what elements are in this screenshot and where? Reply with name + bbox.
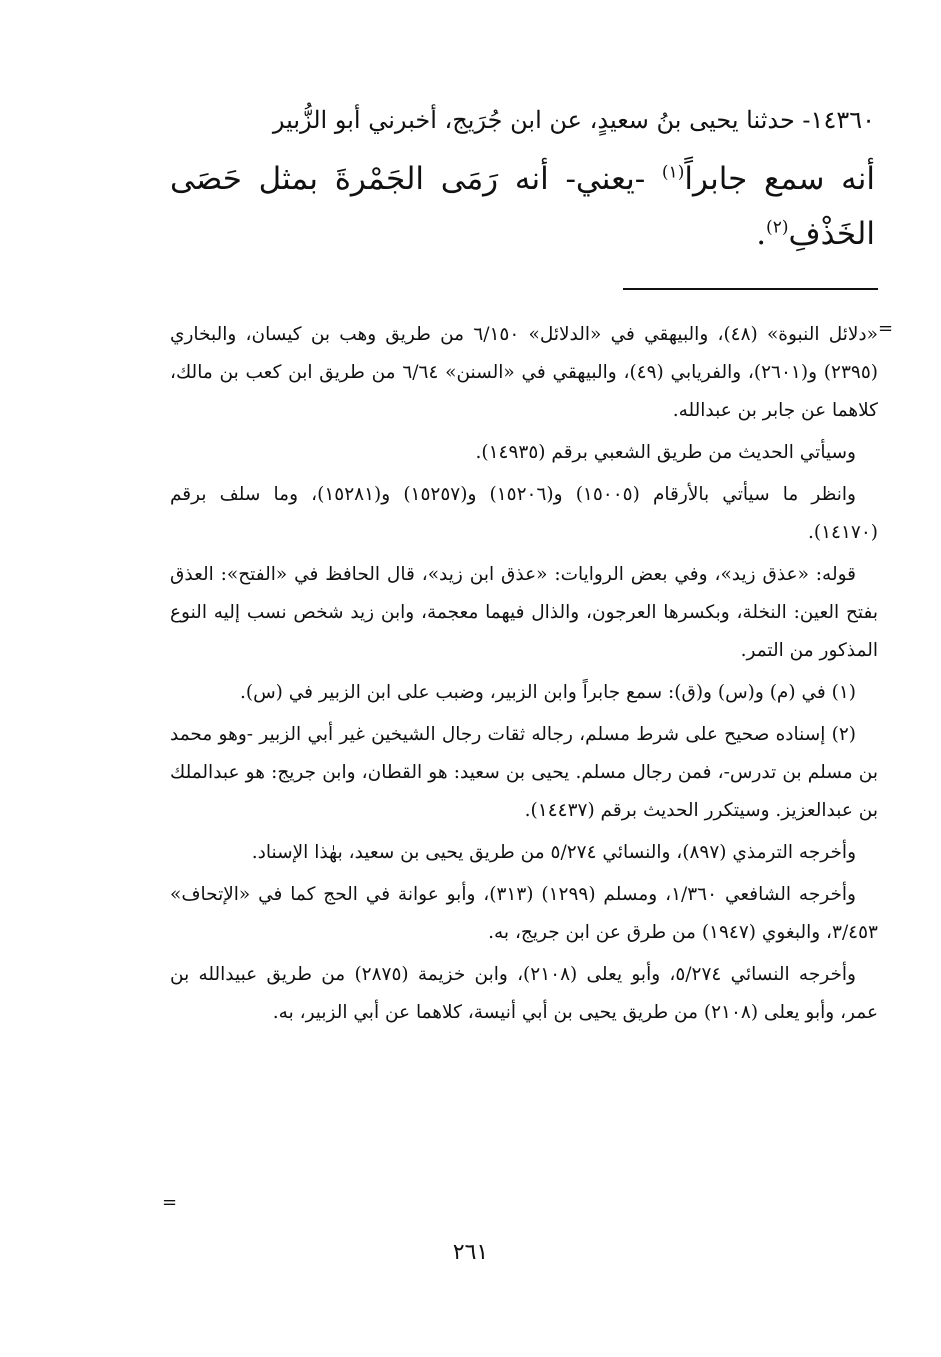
hadith-text-a: أنه سمع جابراً: [684, 161, 875, 197]
footnote-paragraph: وانظر ما سيأتي بالأرقام (١٥٠٠٥) و(١٥٢٠٦) و(١٥٢٥٧) و(١٥٢٨١)، وما سلف برقم (١٤١٧٠).: [170, 484, 878, 543]
footnote-paragraph: وأخرجه الشافعي ١/٣٦٠، ومسلم (١٢٩٩) (٣١٣)، وأبو عوانة في الحج كما في «الإتحاف» ٣/٤٥٣، والبغوي (١٩٤٧) من طرق عن ابن جريج، به.: [170, 884, 878, 943]
continuation-marker: =: [878, 318, 894, 339]
footnote-paragraph: وسيأتي الحديث من طريق الشعبي برقم (١٤٩٣٥).: [475, 442, 856, 463]
hadith-text: [170, 152, 875, 262]
footnote-paragraph: قوله: «عذق زيد»، وفي بعض الروايات: «عذق ابن زيد»، قال الحافظ في «الفتح»: العذق بفتح العين: النخلة، وبكسرها العرجون، والذال فيهما معجمة، وابن زيد شخص نسب إليه النوع المذكور من التمر.: [170, 564, 878, 661]
next-page-marker: =: [162, 1192, 178, 1213]
footnote-paragraph: وأخرجه النسائي ٥/٢٧٤، وأبو يعلى (٢١٠٨)، وابن خزيمة (٢٨٧٥) من طريق عبيدالله بن عمر، وأبو يعلى (٢١٠٨) من طريق يحيى بن أبي أنيسة، كلاهما عن أبي الزبير، به.: [170, 964, 878, 1023]
hadith-line-1: ١٤٣٦٠- حدثنا يحيى بنُ سعيدٍ، عن ابن جُرَيج، أخبرني أبو الزُّبير: [272, 106, 875, 134]
footnote-ref-2[interactable]: (٢): [766, 217, 789, 238]
page-number: ٢٦١: [452, 1240, 489, 1265]
footnote-1: (١) في (م) و(س) و(ق): سمع جابراً وابن الزبير، وضبب على ابن الزبير في (س).: [239, 682, 856, 703]
hadith-text-b: -يعني- أنه رَمَى الجَمْرةَ بمثل حَصَى الخَذْفِ: [170, 161, 875, 252]
hadith-first-line: [170, 100, 875, 140]
footnote-paragraph: وأخرجه الترمذي (٨٩٧)، والنسائي ٥/٢٧٤ من طريق يحيى بن سعيد، بهٰذا الإسناد.: [251, 842, 856, 863]
hadith-text-end: .: [756, 216, 767, 252]
footnote-ref-1[interactable]: (١): [661, 162, 685, 183]
footnote-2: (٢) إسناده صحيح على شرط مسلم، رجاله ثقات رجال الشيخين غير أبي الزبير -وهو محمد بن مسلم بن تدرس-، فمن رجال مسلم. يحيى بن سعيد: هو القطان، وابن جريج: هو عبدالملك بن عبدالعزيز. وسيتكرر الحديث برقم (١٤٤٣٧).: [170, 724, 878, 821]
footnote-paragraph: «دلائل النبوة» (٤٨)، والبيهقي في «الدلائل» ٦/١٥٠ من طريق وهب بن كيسان، والبخاري (٢٣٩٥) و(٢٦٠١)، والفريابي (٤٩)، والبيهقي في «السنن» ٦/٦٤ من طريق ابن كعب بن مالك، كلاهما عن جابر بن عبدالله.: [170, 324, 878, 421]
footnotes: [170, 316, 878, 1036]
footnote-separator: [623, 288, 878, 290]
